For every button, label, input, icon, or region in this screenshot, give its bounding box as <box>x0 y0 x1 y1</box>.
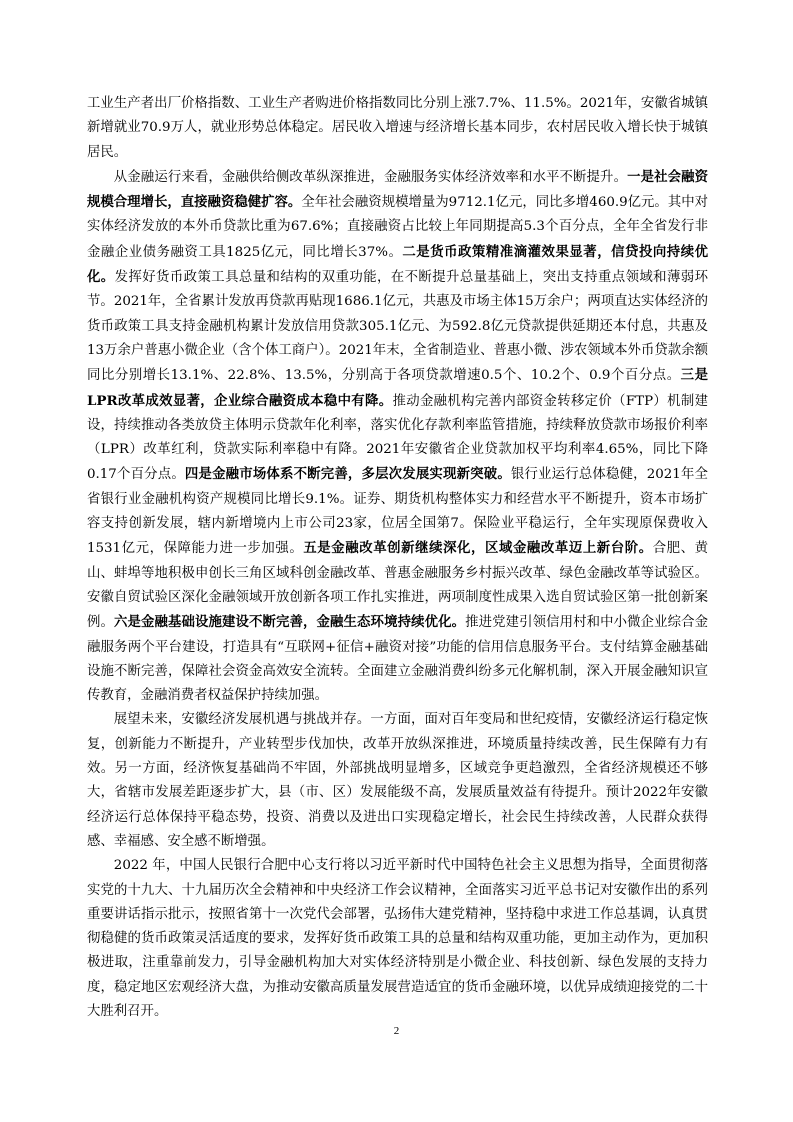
page-number: 2 <box>393 1025 400 1037</box>
text-segment: 从金融运行来看，金融供给侧改革纵深推进，金融服务实体经济效率和水平不断提升。 <box>113 169 628 185</box>
text-segment: 推动金融机构完善内部资金转移定价（FTP）机制建设，持续推动各类放贷主体明示贷款年化利率，落实优化存款利率监管措施，持续释放贷款市场报价利率（LPR）改革红利，贷款实际利率稳中有降。2021年安徽省企业贷款加权平均利率4.65%，同比下降0.17个百分点。 <box>87 393 708 483</box>
paragraph-1-text: 工业生产者出厂价格指数、工业生产者购进价格指数同比分别上涨7.7%、11.5%。2021年，安徽省城镇新增就业70.9万人，就业形势总体稳定。居民收入增速与经济增长基本同步，农村居民收入增长快于城镇居民。 <box>87 96 708 160</box>
text-segment: 发挥好货币政策工具总量和结构的双重功能，在不断提升总量基础上，突出支持重点领域和薄弱环节。2021年，全省累计发放再贷款再贴现1686.1亿元，共惠及市场主体15万余户；两项直达实体经济的货币政策工具支持金融机构累计发放信用贷款305.1亿元、为592.8亿元贷款提供延期还本付息，共惠及13万余户普惠小微企业（含个体工商户）。2021年末，全省制造业、普惠小微、涉农领域本外币贷款余额同比分别增长13.1%、22.8%、13.5%，分别高于各项贷款增速0.5个、10.2个、0.9个百分点。 <box>87 270 709 384</box>
highlight-point-5: 五是金融改革创新继续深化，区域金融改革迈上新台阶。 <box>303 540 653 557</box>
text-segment: 全年社会融资规模增量为9712.1亿元，同比多增460.9亿元。其中对实体经济发放的本外币贷款比重为67.6%；直接融资占比较上年同期提高5.3个百分点，全年全省发行非金融企业债务融资工具1825亿元，同比增长37%。 <box>87 195 709 260</box>
highlight-point-1: 一是社会融资规模合理增长，直接融资稳健扩容。 <box>87 168 709 211</box>
highlight-point-4: 四是金融市场体系不断完善，多层次发展实现新突破。 <box>184 466 511 483</box>
paragraph-2022-plan <box>87 854 708 1024</box>
highlight-point-2: 二是货币政策精准滴灌效果显著，信贷投向持续优化。 <box>87 243 708 286</box>
text-segment: 推进党建引领信用村和中小微企业综合金融服务两个平台建设，打造具有“互联网+征信+融资对接”功能的信用信息服务平台。支付结算金融基础设施不断完善，保障社会资金高效安全流转。全面建立金融消费纠纷多元化解机制，深入开展金融知识宣传教育，金融消费者权益保护持续加强。 <box>87 615 709 704</box>
document-body <box>87 92 708 1024</box>
text-segment: 合肥、黄山、蚌埠等地积极申创长三角区域科创金融改革、普惠金融服务乡村振兴改革、绿色金融改革等试验区。安徽自贸试验区深化金融领域开放创新各项工作扎实推进，两项制度性成果入选自贸试验区第一批创新案例。 <box>87 541 709 631</box>
highlight-point-3: 三是LPR改革成效显著，企业综合融资成本稳中有降。 <box>87 367 709 409</box>
paragraph-1 <box>87 92 708 165</box>
paragraph-financial-operation <box>87 165 708 709</box>
highlight-point-6: 六是金融基础设施建设不断完善，金融生态环境持续优化。 <box>114 614 466 631</box>
text-segment: 银行业运行总体稳健，2021年全省银行业金融机构资产规模同比增长9.1%。证券、期货机构整体实力和经营水平不断提升，资本市场扩容支持创新发展，辖内新增境内上市公司23家，位居全国第7。保险业平稳运行，全年实现原保费收入1531亿元，保障能力进一步加强。 <box>87 467 708 557</box>
paragraph-outlook <box>87 708 708 854</box>
text-segment: 展望未来，安徽经济发展机遇与挑战并存。一方面，面对百年变局和世纪疫情，安徽经济运行稳定恢复，创新能力不断提升，产业转型步伐加快，改革开放纵深推进，环境质量持续改善，民生保障有力有效。另一方面，经济恢复基础尚不牢固，外部挑战明显增多，区域竞争更趋激烈，全省经济规模还不够大，省辖市发展差距逐步扩大，县（市、区）发展能级不高，发展质量效益有待提升。预计2022年安徽经济运行总体保持平稳态势，投资、消费以及进出口实现稳定增长，社会民生持续改善，人民群众获得感、幸福感、安全感不断增强。 <box>87 712 708 849</box>
text-segment: 2022 年，中国人民银行合肥中心支行将以习近平新时代中国特色社会主义思想为指导，全面贯彻落实党的十九大、十九届历次全会精神和中央经济工作会议精神，全面落实习近平总书记对安徽作出的系列重要讲话指示批示，按照省第十一次党代会部署，弘扬伟大建党精神，坚持稳中求进工作总基调，认真贯彻稳健的货币政策灵活适度的要求，发挥好货币政策工具的总量和结构双重功能，更加主动作为，更加积极进取，注重靠前发力，引导金融机构加大对实体经济特别是小微企业、科技创新、绿色发展的支持力度，稳定地区宏观经济大盘，为推动安徽高质量发展营造适宜的货币金融环境，以优异成绩迎接党的二十大胜利召开。 <box>87 858 708 1019</box>
